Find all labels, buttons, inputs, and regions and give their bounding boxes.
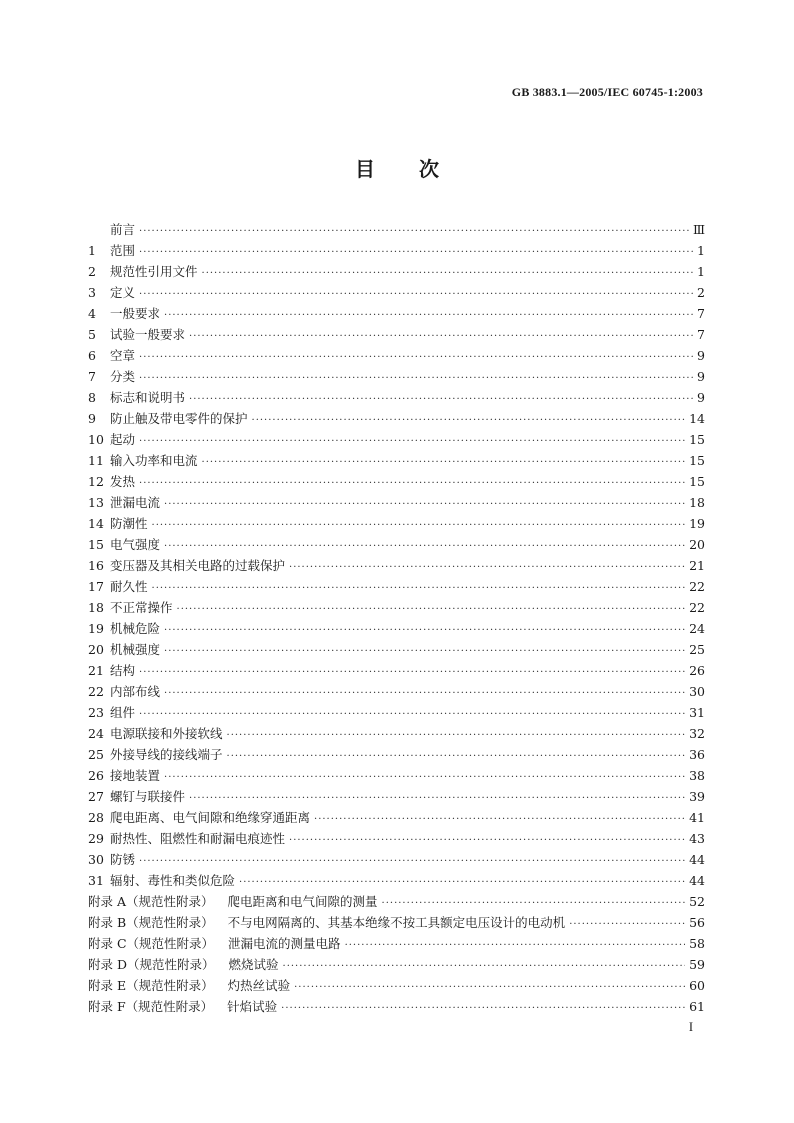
- toc-entry-label: 辐射、毒性和类似危险: [110, 873, 236, 888]
- dot-leader: [294, 977, 685, 998]
- toc-entry[interactable]: [88, 702, 705, 723]
- toc-entry-number: 30: [88, 852, 104, 867]
- toc-entry-page: 1: [697, 243, 705, 258]
- toc-entry[interactable]: [88, 345, 705, 366]
- dot-leader: [139, 662, 685, 683]
- toc-entry-page: 30: [689, 684, 705, 699]
- toc-entry-page: 58: [689, 936, 705, 951]
- toc-entry-label: 耐久性: [110, 579, 148, 594]
- toc-entry-label: 防止触及带电零件的保护: [110, 411, 248, 426]
- toc-entry[interactable]: [88, 303, 705, 324]
- toc-entry-number: 26: [88, 768, 104, 783]
- toc-entry-label: 范围: [110, 243, 136, 258]
- dot-leader: [139, 704, 685, 725]
- toc-entry-page: 2: [697, 285, 705, 300]
- toc-entry[interactable]: [88, 639, 705, 660]
- toc-entry-number: 7: [88, 369, 96, 384]
- dot-leader: [164, 305, 693, 326]
- toc-entry-label: 规范性引用文件: [110, 264, 198, 279]
- table-of-contents: [88, 219, 705, 1017]
- toc-entry-label: 机械危险: [110, 621, 161, 636]
- toc-entry[interactable]: [88, 387, 705, 408]
- dot-leader: [164, 494, 685, 515]
- dot-leader: [164, 620, 685, 641]
- dot-leader: [139, 368, 693, 389]
- toc-entry-label: 螺钉与联接件: [110, 789, 186, 804]
- toc-entry-page: 61: [689, 999, 705, 1014]
- toc-entry[interactable]: [88, 408, 705, 429]
- toc-entry-page: 1: [697, 264, 705, 279]
- toc-entry-number: 6: [88, 348, 96, 363]
- toc-entry[interactable]: [88, 576, 705, 597]
- dot-leader: [569, 914, 685, 935]
- toc-entry[interactable]: [88, 450, 705, 471]
- toc-entry-label: 泄漏电流: [110, 495, 161, 510]
- toc-entry[interactable]: [88, 534, 705, 555]
- toc-entry-number: 13: [88, 495, 104, 510]
- page-title-char-1: 目: [355, 157, 375, 181]
- toc-annex-entry[interactable]: [88, 912, 705, 933]
- toc-entry-number: 15: [88, 537, 104, 552]
- toc-entry-label: 爬电距离和电气间隙的测量: [227, 894, 378, 909]
- toc-entry-label: 燃烧试验: [228, 957, 279, 972]
- toc-entry-page: 31: [689, 705, 705, 720]
- toc-entry-page: 19: [689, 516, 705, 531]
- toc-entry[interactable]: [88, 429, 705, 450]
- toc-entry-label: 发热: [110, 474, 136, 489]
- toc-entry-page: 21: [689, 558, 705, 573]
- toc-entry[interactable]: [88, 261, 705, 282]
- toc-entry[interactable]: [88, 765, 705, 786]
- toc-entry-number: 31: [88, 873, 104, 888]
- dot-leader: [164, 641, 685, 662]
- standard-code: GB 3883.1—2005/IEC 60745-1:2003: [511, 85, 703, 99]
- toc-entry-page: 20: [689, 537, 705, 552]
- toc-entry-label: 组件: [110, 705, 136, 720]
- toc-entry[interactable]: [88, 240, 705, 261]
- dot-leader: [189, 788, 685, 809]
- toc-entry-label: 起动: [110, 432, 136, 447]
- toc-entry[interactable]: [88, 723, 705, 744]
- dot-leader: [202, 263, 694, 284]
- toc-entry-number: 20: [88, 642, 104, 657]
- toc-entry-number: 21: [88, 663, 104, 678]
- toc-entry-page: 26: [689, 663, 705, 678]
- toc-entry-page: 24: [689, 621, 705, 636]
- toc-entry-label: 分类: [110, 369, 136, 384]
- toc-entry-number: 12: [88, 474, 104, 489]
- toc-entry-page: 38: [689, 768, 705, 783]
- dot-leader: [314, 809, 685, 830]
- toc-entry-page: 9: [697, 348, 705, 363]
- annex-designation: 附录 A（规范性附录）: [88, 894, 214, 909]
- toc-entry-label: 试验一般要求: [110, 327, 186, 342]
- toc-entry-number: 3: [88, 285, 96, 300]
- toc-entry[interactable]: [88, 618, 705, 639]
- toc-entry-number: 5: [88, 327, 96, 342]
- toc-entry[interactable]: [88, 870, 705, 891]
- dot-leader: [152, 578, 686, 599]
- toc-entry-label: 电气强度: [110, 537, 161, 552]
- dot-leader: [227, 725, 686, 746]
- toc-entry-page: 32: [689, 726, 705, 741]
- toc-entry-number: 25: [88, 747, 104, 762]
- dot-leader: [177, 599, 686, 620]
- toc-entry-number: 8: [88, 390, 96, 405]
- toc-entry-page: 44: [689, 852, 705, 867]
- page-title: [0, 153, 794, 182]
- toc-entry-page: 25: [689, 642, 705, 657]
- dot-leader: [139, 851, 685, 872]
- toc-entry-number: 29: [88, 831, 104, 846]
- dot-leader: [382, 893, 686, 914]
- toc-entry-label: 灼热丝试验: [227, 978, 291, 993]
- toc-entry-number: 22: [88, 684, 104, 699]
- toc-entry-label: 标志和说明书: [110, 390, 186, 405]
- toc-entry[interactable]: [88, 786, 705, 807]
- toc-entry-label: 输入功率和电流: [110, 453, 198, 468]
- dot-leader: [252, 410, 686, 431]
- dot-leader: [189, 389, 693, 410]
- annex-designation: 附录 E（规范性附录）: [88, 978, 214, 993]
- toc-entry[interactable]: [88, 366, 705, 387]
- toc-entry-page: 44: [689, 873, 705, 888]
- toc-entry[interactable]: [88, 513, 705, 534]
- toc-entry-label: 耐热性、阻燃性和耐漏电痕迹性: [110, 831, 286, 846]
- toc-annex-entry[interactable]: [88, 954, 705, 975]
- dot-leader: [164, 536, 685, 557]
- toc-entry-label: 防潮性: [110, 516, 148, 531]
- toc-entry[interactable]: [88, 555, 705, 576]
- toc-entry-number: 9: [88, 411, 96, 426]
- toc-entry[interactable]: [88, 681, 705, 702]
- toc-entry-label: 机械强度: [110, 642, 161, 657]
- annex-designation: 附录 F（规范性附录）: [88, 999, 214, 1014]
- toc-annex-entry[interactable]: [88, 933, 705, 954]
- toc-entry-page: 60: [689, 978, 705, 993]
- toc-entry-label: 定义: [110, 285, 136, 300]
- dot-leader: [227, 746, 686, 767]
- toc-entry-page: 15: [689, 453, 705, 468]
- toc-entry-page: 9: [697, 390, 705, 405]
- toc-entry-number: 18: [88, 600, 104, 615]
- toc-entry-number: 27: [88, 789, 104, 804]
- dot-leader: [281, 998, 685, 1019]
- toc-entry-number: 17: [88, 579, 104, 594]
- toc-entry-page: 59: [689, 957, 705, 972]
- toc-entry[interactable]: [88, 849, 705, 870]
- toc-entry[interactable]: [88, 471, 705, 492]
- toc-entry-page: 9: [697, 369, 705, 384]
- toc-entry-page: 22: [689, 600, 705, 615]
- dot-leader: [189, 326, 693, 347]
- toc-entry-number: 24: [88, 726, 104, 741]
- dot-leader: [164, 683, 685, 704]
- annex-designation: 附录 B（规范性附录）: [88, 915, 214, 930]
- dot-leader: [139, 284, 693, 305]
- toc-entry-page: 41: [689, 810, 705, 825]
- toc-entry[interactable]: [88, 828, 705, 849]
- toc-entry-label: 外接导线的接线端子: [110, 747, 223, 762]
- toc-entry[interactable]: [88, 282, 705, 303]
- toc-entry-label: 不正常操作: [110, 600, 173, 615]
- toc-entry-page: 14: [689, 411, 705, 426]
- toc-entry-page: 7: [697, 306, 705, 321]
- dot-leader: [239, 872, 685, 893]
- dot-leader: [139, 242, 693, 263]
- toc-entry-label: 爬电距离、电气间隙和绝缘穿通距离: [110, 810, 311, 825]
- toc-annex-entry[interactable]: [88, 996, 705, 1017]
- toc-entry-page: Ⅲ: [692, 222, 705, 237]
- toc-entry-label: 泄漏电流的测量电路: [228, 936, 341, 951]
- toc-entry-label: 防锈: [110, 852, 136, 867]
- dot-leader: [202, 452, 686, 473]
- toc-entry-number: 4: [88, 306, 96, 321]
- toc-entry-label: 结构: [110, 663, 136, 678]
- dot-leader: [152, 515, 686, 536]
- toc-entry-label: 不与电网隔离的、其基本绝缘不按工具额定电压设计的电动机: [227, 915, 566, 930]
- toc-entry-number: 23: [88, 705, 104, 720]
- annex-designation: 附录 D（规范性附录）: [88, 957, 215, 972]
- annex-designation: 附录 C（规范性附录）: [88, 936, 215, 951]
- toc-entry-page: 15: [689, 474, 705, 489]
- toc-entry-label: 接地装置: [110, 768, 161, 783]
- dot-leader: [289, 557, 685, 578]
- toc-entry-page: 36: [689, 747, 705, 762]
- dot-leader: [139, 347, 693, 368]
- toc-entry-label: 内部布线: [110, 684, 161, 699]
- toc-entry-number: 10: [88, 432, 104, 447]
- toc-entry[interactable]: [88, 597, 705, 618]
- toc-annex-entry[interactable]: [88, 975, 705, 996]
- toc-annex-entry[interactable]: [88, 891, 705, 912]
- dot-leader: [283, 956, 686, 977]
- toc-entry[interactable]: [88, 219, 705, 240]
- toc-entry-page: 52: [689, 894, 705, 909]
- dot-leader: [164, 767, 685, 788]
- toc-entry-label: 前言: [110, 222, 136, 237]
- toc-entry-number: 28: [88, 810, 104, 825]
- toc-entry-page: 43: [689, 831, 705, 846]
- dot-leader: [139, 431, 685, 452]
- toc-entry-label: 空章: [110, 348, 136, 363]
- toc-entry[interactable]: [88, 492, 705, 513]
- toc-entry-page: 7: [697, 327, 705, 342]
- toc-entry-page: 39: [689, 789, 705, 804]
- toc-entry-page: 15: [689, 432, 705, 447]
- toc-entry-number: 19: [88, 621, 104, 636]
- toc-entry-number: 14: [88, 516, 104, 531]
- toc-entry-label: 电源联接和外接软线: [110, 726, 223, 741]
- toc-entry-number: 1: [88, 243, 96, 258]
- dot-leader: [139, 473, 685, 494]
- toc-entry-page: 56: [689, 915, 705, 930]
- toc-entry-number: 2: [88, 264, 96, 279]
- toc-entry-page: 18: [689, 495, 705, 510]
- toc-entry-page: 22: [689, 579, 705, 594]
- dot-leader: [139, 221, 689, 242]
- page-title-char-2: 次: [419, 157, 439, 181]
- toc-entry-number: 11: [88, 453, 104, 468]
- dot-leader: [289, 830, 685, 851]
- toc-entry[interactable]: [88, 744, 705, 765]
- toc-entry[interactable]: [88, 324, 705, 345]
- toc-entry[interactable]: [88, 807, 705, 828]
- toc-entry[interactable]: [88, 660, 705, 681]
- dot-leader: [345, 935, 686, 956]
- toc-entry-label: 针焰试验: [227, 999, 278, 1014]
- page-number: I: [688, 1020, 693, 1034]
- toc-entry-number: 16: [88, 558, 104, 573]
- toc-entry-label: 变压器及其相关电路的过载保护: [110, 558, 286, 573]
- toc-entry-label: 一般要求: [110, 306, 161, 321]
